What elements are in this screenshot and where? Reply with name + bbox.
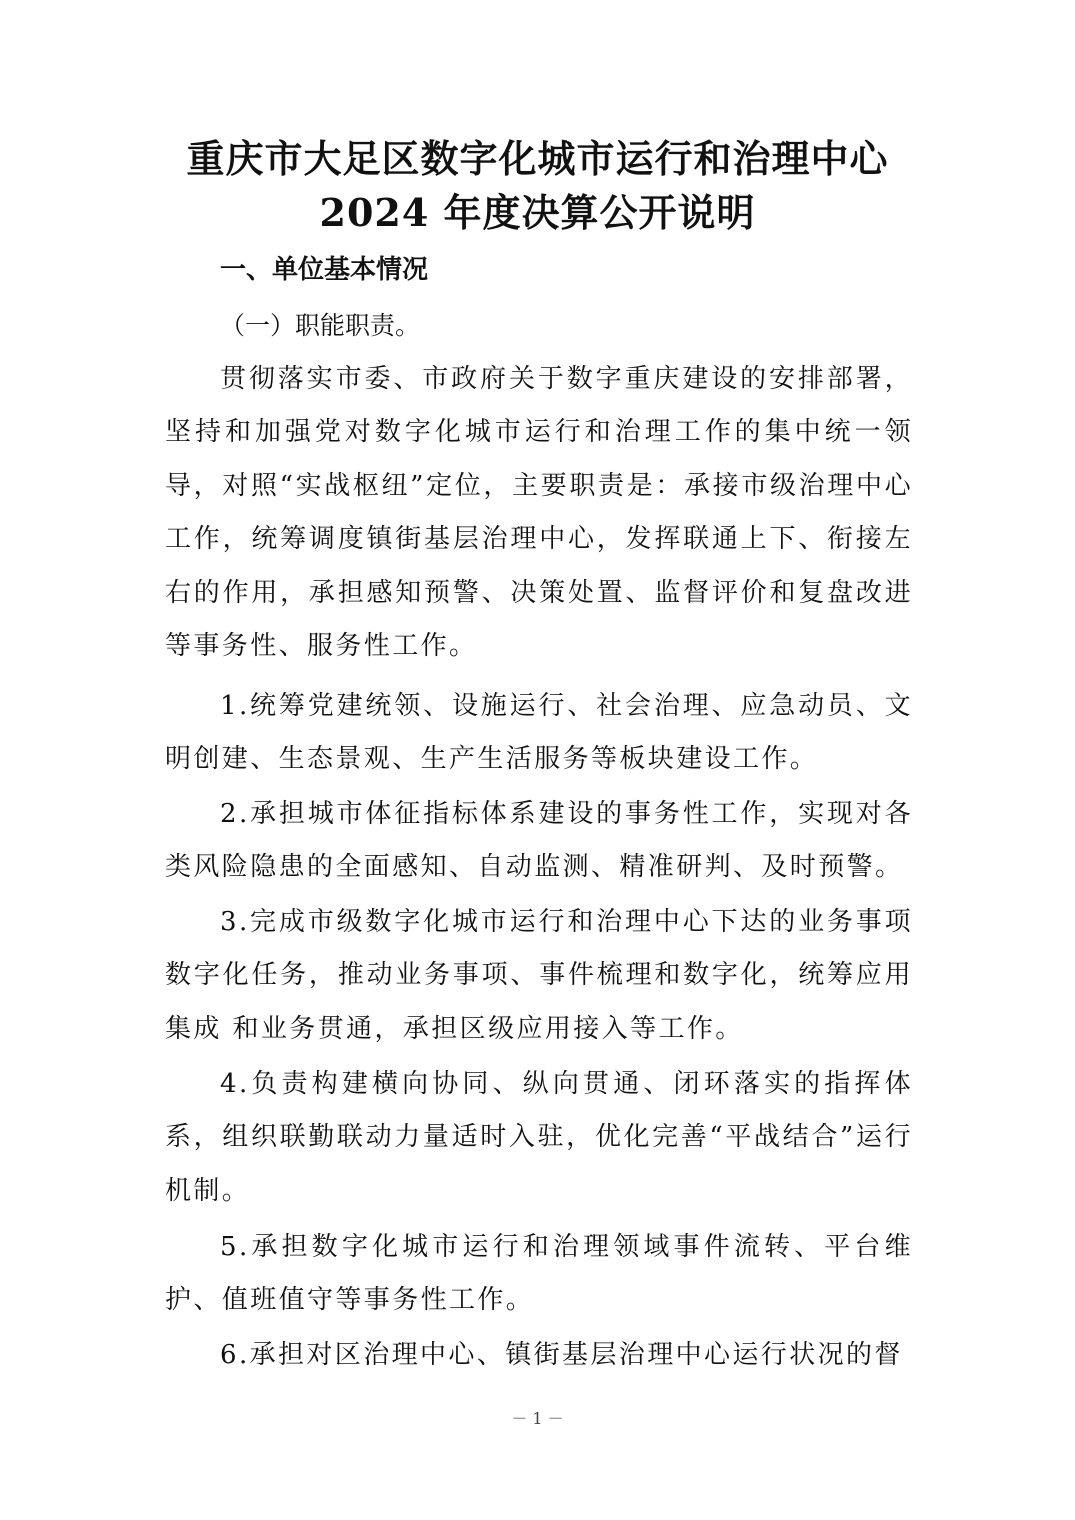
- page-number: － 1 －: [511, 1409, 564, 1428]
- document-title-line-1: 重庆市大足区数字化城市运行和治理中心: [186, 136, 889, 181]
- paragraph-duty-6: 6.承担对区治理中心、镇街基层治理中心运行状况的督: [220, 1340, 903, 1370]
- paragraph-duty-3: 3.完成市级数字化城市运行和治理中心下达的业务事项数字化任务，推动业务事项、事件梳理和数字化，统筹应用集成 和业务贯通，承担区级应用接入等工作。: [165, 907, 913, 1044]
- paragraph-duty-2: 2.承担城市体征指标体系建设的事务性工作，实现对各类风险隐患的全面感知、自动监测、精准研判、及时预警。: [165, 799, 913, 883]
- paragraph-duty-1: 1.统筹党建统领、设施运行、社会治理、应急动员、文 明创建、生态景观、生产生活服务等板块建设工作。: [165, 691, 913, 775]
- document-title-line-2: 2024 年度决算公开说明: [319, 190, 756, 235]
- subsection-heading: （一）职能职责。: [220, 311, 421, 340]
- paragraph-duties-overview: 贯彻落实市委、市政府关于数字重庆建设的安排部署，坚持和加强党对数字化城市运行和治理工作的集中统一领导，对照“实战枢纽”定位，主要职责是：承接市级治理中心工作，统筹调度镇街基层治理中心，发挥联通上下、衔接左右的作用，承担感知预警、决策处置、监督评价和复盘改进等事务性、服务性工作。: [165, 364, 913, 662]
- section-heading: 一、单位基本情况: [220, 255, 429, 285]
- paragraph-duty-4: 4.负责构建横向协同、纵向贯通、闭环落实的指挥体系，组织联勤联动力量适时入驻，优化完善“平战结合”运行机制。: [165, 1069, 913, 1206]
- paragraph-duty-5: 5.承担数字化城市运行和治理领域事件流转、平台维护、值班值守等事务性工作。: [165, 1232, 913, 1316]
